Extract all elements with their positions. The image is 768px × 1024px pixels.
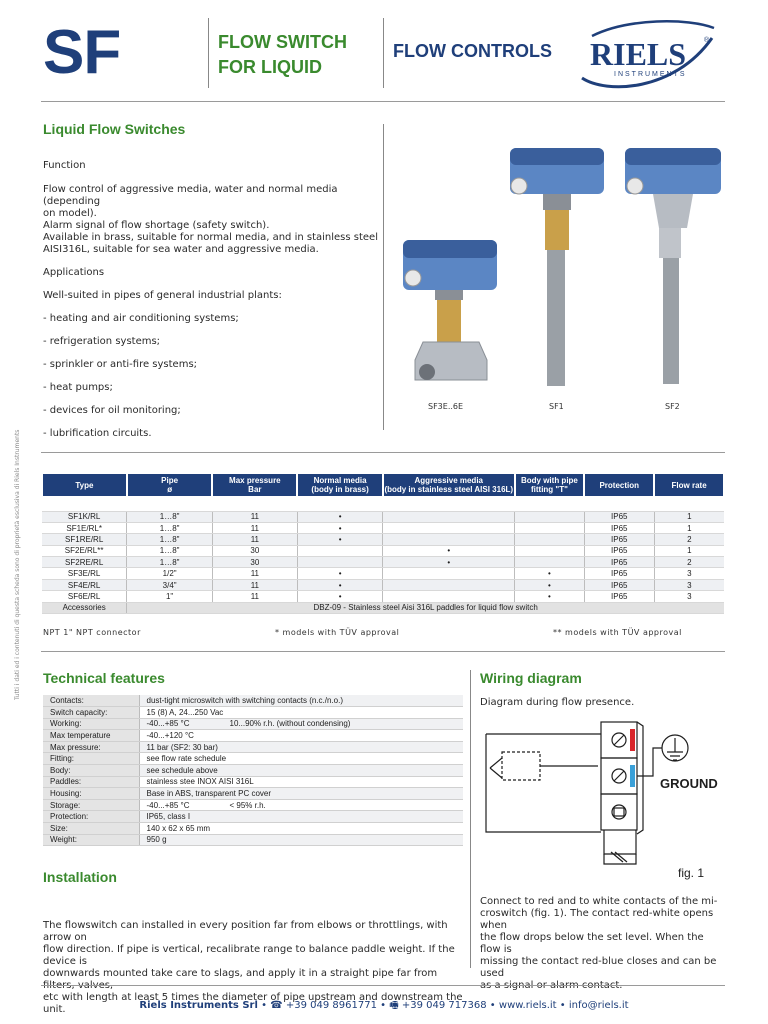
product-caption: SF3E..6E bbox=[428, 402, 464, 411]
wiring-line: the flow drops below the set level. When the flow is bbox=[480, 932, 704, 955]
category-title: FLOW CONTROLS bbox=[393, 41, 552, 61]
table-row: SF1E/RL* 1…8" 11 • IP65 1 bbox=[42, 522, 724, 533]
spec-row: Paddles: stainless stee INOX AISI 316L bbox=[43, 776, 463, 788]
function-line: Alarm signal of flow shortage (safety switch). bbox=[43, 220, 270, 231]
header-rule bbox=[41, 101, 725, 102]
spec-row: Housing: Base in ABS, transparent PC cover bbox=[43, 788, 463, 800]
function-line: Flow control of aggressive media, water and normal media (depending bbox=[43, 184, 338, 207]
product-sf3e-image bbox=[403, 240, 497, 380]
product-code: SF bbox=[43, 18, 121, 87]
fax-icon: 🖷 bbox=[389, 1000, 399, 1011]
product-title-line1: FLOW SWITCH bbox=[218, 32, 347, 52]
application-item: - refrigeration systems; bbox=[43, 336, 161, 347]
footer-phone[interactable]: +39 049 8961771 bbox=[285, 1000, 377, 1011]
product-caption: SF2 bbox=[665, 402, 680, 411]
col-header: Pipe ø bbox=[127, 473, 213, 497]
wiring-text bbox=[480, 896, 725, 992]
table-row: SF2RE/RL 1…8" 30 • IP65 2 bbox=[42, 557, 724, 568]
column-divider bbox=[470, 670, 471, 968]
accessories-text: DBZ-09 - Stainless steel Aisi 316L paddles for liquid flow switch bbox=[127, 602, 724, 613]
wiring-subtitle: Diagram during flow presence. bbox=[480, 697, 635, 708]
tuv-note-2: ** models with TÜV approval bbox=[553, 628, 682, 637]
fig-label: fig. 1 bbox=[678, 866, 705, 880]
wiring-line: croswitch (fig. 1). The contact red-white opens when bbox=[480, 908, 714, 931]
header-divider bbox=[383, 18, 384, 88]
intro-title: Liquid Flow Switches bbox=[43, 121, 186, 137]
col-header: Body with pipe fitting "T" bbox=[515, 473, 585, 497]
footer-email-link[interactable]: info@riels.it bbox=[568, 1000, 629, 1011]
brand-reg: ® bbox=[704, 37, 710, 44]
table-row: SF6E/RL 1" 11 • • IP65 3 bbox=[42, 591, 724, 602]
spec-row: Storage: -40...+85 °C < 95% r.h. bbox=[43, 799, 463, 811]
intro-divider bbox=[383, 124, 384, 430]
spec-row: Max pressure: 11 bar (SF2: 30 bar) bbox=[43, 741, 463, 753]
installation-title: Installation bbox=[43, 869, 117, 885]
application-item: - lubrification circuits. bbox=[43, 428, 152, 439]
product-photos bbox=[395, 140, 730, 400]
installation-line: The flowswitch can installed in every position far from elbows or throttlings, with arrow on bbox=[43, 920, 448, 943]
function-line: on model). bbox=[43, 208, 97, 219]
applications-intro: Well-suited in pipes of general industrial plants: bbox=[43, 290, 282, 301]
technical-table bbox=[43, 695, 463, 846]
spec-row: Contacts: dust-tight microswitch with switching contacts (n.c./n.o.) bbox=[43, 695, 463, 707]
application-item: - heat pumps; bbox=[43, 382, 113, 393]
brand-sub: INSTRUMENTS bbox=[614, 71, 687, 78]
application-item: - devices for oil monitoring; bbox=[43, 405, 181, 416]
spec-row: Body: see schedule above bbox=[43, 765, 463, 777]
wiring-diagram bbox=[480, 714, 725, 884]
col-header: Type bbox=[42, 473, 127, 497]
spec-row: Working: -40...+85 °C 10...90% r.h. (without condensing) bbox=[43, 718, 463, 730]
section-rule bbox=[41, 651, 725, 652]
footer: Riels Instruments Srl • ☎ +39 049 8961771 • 🖷 +39 049 717368 • www.riels.it • info@riels.it bbox=[139, 1000, 629, 1011]
product-title-line2: FOR LIQUID bbox=[218, 57, 322, 77]
spec-row: Switch capacity: 15 (8) A, 24...250 Vac bbox=[43, 707, 463, 719]
phone-icon: ☎ bbox=[270, 1000, 283, 1011]
models-table bbox=[41, 472, 725, 614]
product-caption: SF1 bbox=[549, 402, 564, 411]
wiring-line: Connect to red and to white contacts of the mi- bbox=[480, 896, 718, 907]
product-sf1-image bbox=[510, 148, 604, 386]
function-line: AISI316L, suitable for sea water and aggressive media. bbox=[43, 244, 319, 255]
footer-rule bbox=[41, 985, 725, 986]
technical-title: Technical features bbox=[43, 670, 165, 686]
side-disclaimer: Tutti i dati ed i contenuti di questa scheda sono di proprietà esclusiva di Riels Instruments bbox=[14, 429, 21, 700]
brand-name: RIELS bbox=[590, 36, 687, 72]
wiring-title: Wiring diagram bbox=[480, 670, 582, 686]
wiring-line bbox=[480, 980, 725, 992]
footer-company: Riels Instruments Srl bbox=[139, 1000, 258, 1011]
installation-line: downwards mounted take care to slags, and apply it in a straight pipe far from bbox=[43, 968, 438, 979]
blue-wire bbox=[630, 765, 635, 787]
intro-text bbox=[43, 160, 378, 440]
col-header: Normal media (body in brass) bbox=[297, 473, 383, 497]
header-divider bbox=[208, 18, 209, 88]
footer-web-link[interactable]: www.riels.it bbox=[498, 1000, 557, 1011]
section-rule bbox=[41, 452, 725, 453]
footer-fax: +39 049 717368 bbox=[401, 1000, 487, 1011]
table-row: SF4E/RL 3/4" 11 • • IP65 3 bbox=[42, 579, 724, 590]
spec-row: Fitting: see flow rate schedule bbox=[43, 753, 463, 765]
accessories-label: Accessories bbox=[42, 602, 127, 613]
col-header: Protection bbox=[584, 473, 654, 497]
spec-row: Size: 140 x 62 x 65 mm bbox=[43, 823, 463, 835]
installation-line: etc with length at least 5 times the diameter of pipe upstream and downstream the unit. bbox=[43, 992, 463, 1015]
tuv-note: * models with TÜV approval bbox=[275, 628, 400, 637]
application-item: - sprinkler or anti-fire systems; bbox=[43, 359, 198, 370]
product-title bbox=[218, 30, 347, 80]
wiring-line: missing the contact red-blue closes and can be used bbox=[480, 956, 717, 979]
table-row: SF1RE/RL 1…8" 11 • IP65 2 bbox=[42, 534, 724, 545]
table-row: SF2E/RL** 1…8" 30 • IP65 1 bbox=[42, 545, 724, 556]
col-header: Aggressive media (body in stainless steel AISI 316L) bbox=[383, 473, 515, 497]
function-line: Available in brass, suitable for normal media, and in stainless steel bbox=[43, 232, 378, 243]
spec-row: Weight: 950 g bbox=[43, 834, 463, 846]
table-row: SF3E/RL 1/2" 11 • • IP65 3 bbox=[42, 568, 724, 579]
product-sf2-image bbox=[625, 148, 721, 384]
npt-note: NPT 1" NPT connector bbox=[43, 628, 141, 637]
ground-label: GROUND bbox=[660, 776, 718, 791]
installation-line: flow direction. If pipe is vertical, recalibrate range to balance paddle weight. If the device is bbox=[43, 944, 455, 967]
application-item: - heating and air conditioning systems; bbox=[43, 313, 239, 324]
applications-heading: Applications bbox=[43, 267, 105, 278]
table-row: SF1K/RL 1…8" 11 • IP65 1 bbox=[42, 511, 724, 522]
riels-logo bbox=[578, 16, 716, 92]
red-wire bbox=[630, 729, 635, 751]
spec-row: Max temperature -40...+120 °C bbox=[43, 730, 463, 742]
col-header: Flow rate bbox=[654, 473, 724, 497]
function-heading: Function bbox=[43, 160, 86, 171]
spec-row: Protection: IP65, class I bbox=[43, 811, 463, 823]
col-header: Max pressure Bar bbox=[212, 473, 297, 497]
accessories-row bbox=[42, 602, 724, 613]
